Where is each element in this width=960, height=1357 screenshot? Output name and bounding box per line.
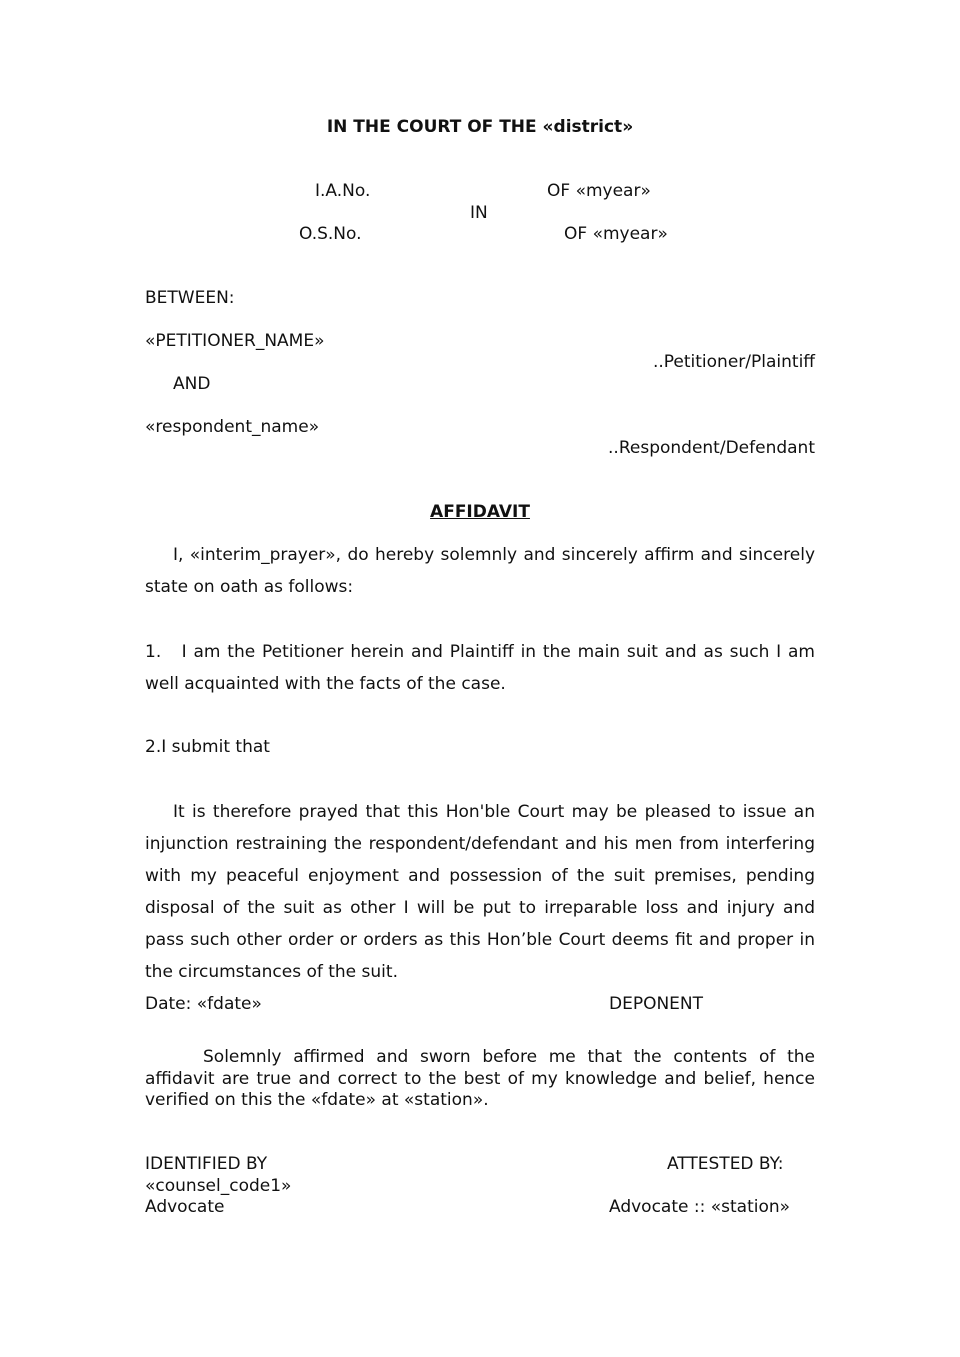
identified-by-label: IDENTIFIED BY [145, 1154, 268, 1174]
ia-year-label: OF «myear» [547, 181, 651, 201]
verification-paragraph: Solemnly affirmed and sworn before me that the contents of the affidavit are true and correct to the best of my knowledge and belief, hence verified on this the «fdate» at «station». [145, 1047, 815, 1110]
prayer-paragraph: It is therefore prayed that this Hon'ble Court may be pleased to issue an injunction restraining the respondent/defendant and his men from interfering with my peaceful enjoyment and possession of the suit premises, pending disposal of the suit as other I will be put to irreparable loss and injury and pass such other order or orders as this Hon’ble Court deems fit and proper in the circumstances of the suit. [145, 802, 815, 982]
point-2-paragraph: 2.I submit that [145, 737, 270, 757]
in-label: IN [470, 203, 488, 223]
os-number-label: O.S.No. [299, 224, 362, 244]
between-label: BETWEEN: [145, 288, 235, 308]
petitioner-name: «PETITIONER_NAME» [145, 331, 325, 351]
and-label: AND [173, 374, 211, 394]
respondent-role: ..Respondent/Defendant [608, 438, 815, 458]
respondent-name: «respondent_name» [145, 417, 320, 437]
ia-number-label: I.A.No. [315, 181, 371, 201]
court-title: IN THE COURT OF THE «district» [326, 117, 634, 137]
deponent-label: DEPONENT [609, 994, 704, 1014]
intro-paragraph: I, «interim_prayer», do hereby solemnly and sincerely affirm and sincerely state on oath as follows: [145, 545, 815, 597]
point-1-paragraph: 1. I am the Petitioner herein and Plaintiff in the main suit and as such I am well acquainted with the facts of the case. [145, 642, 815, 694]
os-year-label: OF «myear» [564, 224, 668, 244]
advocate-right-label: Advocate :: «station» [609, 1197, 791, 1217]
date-label: Date: «fdate» [145, 994, 262, 1014]
counsel-code: «counsel_code1» [145, 1176, 292, 1196]
attested-by-label: ATTESTED BY: [667, 1154, 784, 1174]
affidavit-heading: AFFIDAVIT [430, 502, 530, 522]
petitioner-role: ..Petitioner/Plaintiff [652, 352, 815, 372]
advocate-left-label: Advocate [145, 1197, 225, 1217]
